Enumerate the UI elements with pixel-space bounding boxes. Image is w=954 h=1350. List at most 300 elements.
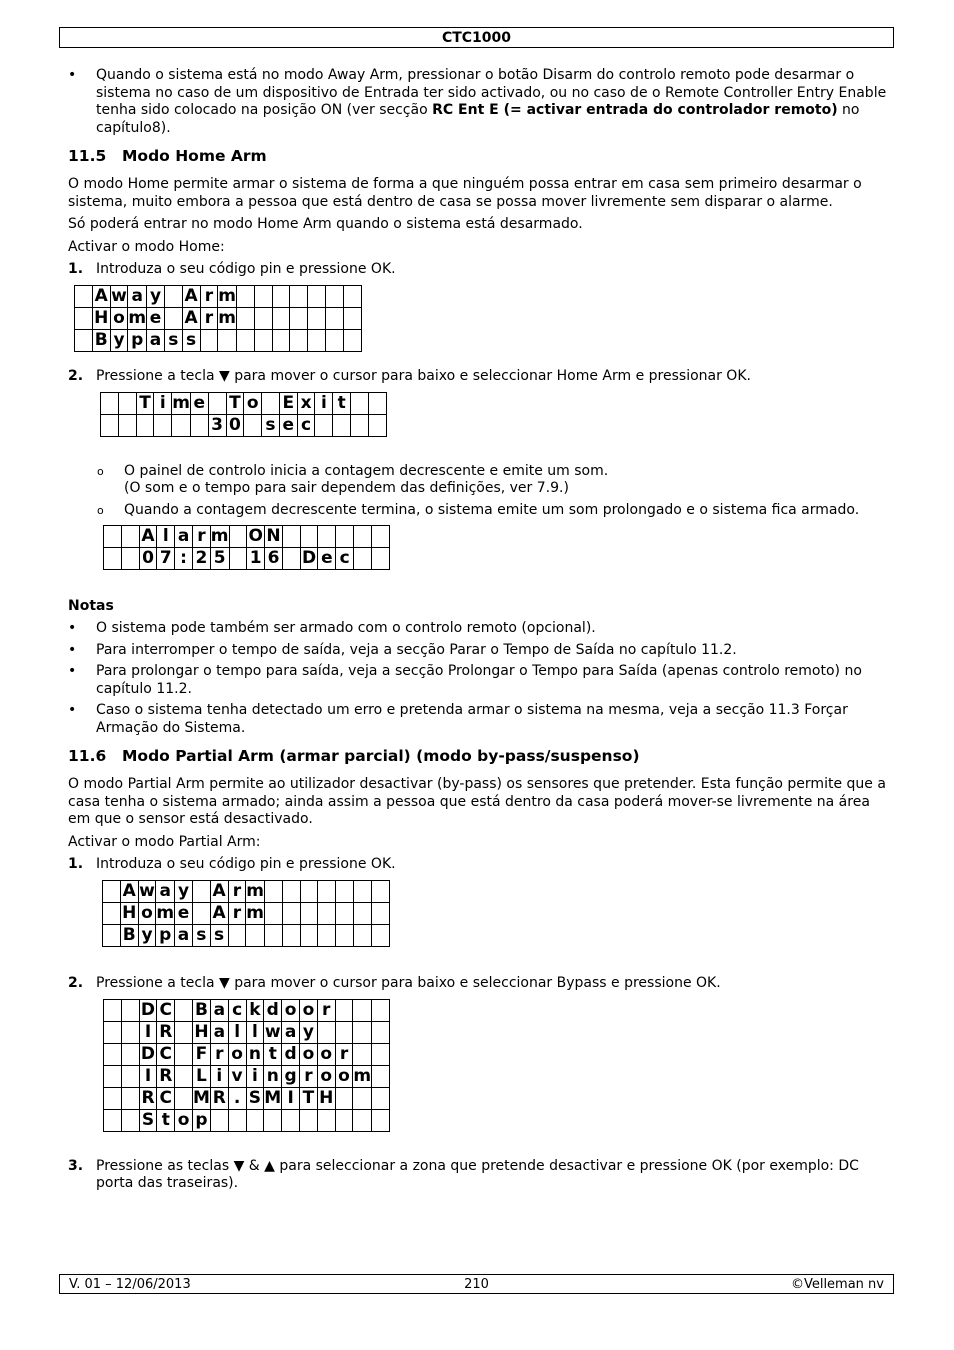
- lcd-cell: [103, 881, 121, 903]
- lcd-cell: N: [266, 526, 281, 547]
- lcd-cell: [210, 1109, 228, 1131]
- sub-list-item: [68, 502, 890, 520]
- lcd-cell: S: [246, 1087, 264, 1109]
- lcd-row: [75, 307, 362, 329]
- lcd-cell: o: [138, 903, 156, 925]
- lcd-cell: w: [264, 1021, 281, 1042]
- lcd-cell: [164, 307, 182, 329]
- lcd-cell: [333, 414, 351, 436]
- lcd-row: [104, 1109, 390, 1131]
- lcd-cell: 6: [265, 548, 283, 570]
- lcd-cell: [121, 1065, 139, 1087]
- lcd-cell: [371, 548, 389, 570]
- lcd-cell: [343, 329, 361, 351]
- lcd-cell: [229, 526, 247, 548]
- lcd-cell: [265, 925, 283, 947]
- lcd-cell: [200, 329, 218, 351]
- lcd-cell: t: [157, 1109, 175, 1131]
- lcd-cell: [308, 307, 326, 329]
- lcd-row: [104, 1043, 390, 1065]
- section-heading-11-6: [68, 748, 890, 766]
- lcd-cell: :: [175, 548, 193, 570]
- lcd-cell: o: [282, 999, 300, 1021]
- lcd-row: [104, 1065, 390, 1087]
- intro-text-before: Quando o sistema está no modo Away Arm, pressionar o botão Disarm do controlo remoto pode desarmar o sistema no caso de um dispositivo de Entrada ter sido activado, ou no caso de o Remote Controller Entry Enable tenha sido colocado na posição ON (ver secção: [96, 67, 887, 119]
- lcd-cell: H: [94, 307, 109, 328]
- lcd-cell: [317, 1109, 335, 1131]
- lcd-cell: w: [111, 285, 127, 306]
- lcd-row: [104, 526, 390, 548]
- lcd-cell: [282, 903, 300, 925]
- step-text: Introduza o seu código pin e pressione OK.: [96, 856, 396, 873]
- step-number: 1.: [68, 856, 84, 873]
- lcd-cell: [154, 414, 172, 436]
- lcd-cell: o: [317, 1043, 335, 1065]
- lcd-cell: m: [246, 903, 265, 924]
- lcd-cell: [104, 1087, 122, 1109]
- lcd-row: [104, 1021, 390, 1043]
- lcd-cell: n: [264, 1065, 282, 1087]
- intro-text-after: no capítulo8).: [96, 102, 860, 136]
- lcd-cell: [317, 1021, 335, 1043]
- lcd-cell: A: [182, 307, 200, 329]
- lcd-cell: m: [218, 307, 237, 328]
- lcd-cell: O: [248, 526, 263, 547]
- lcd-cell: [272, 307, 290, 329]
- lcd-cell: [371, 881, 389, 903]
- lcd-cell: 1: [247, 548, 265, 570]
- lcd-display-zones: [103, 999, 390, 1132]
- lcd-cell: p: [128, 329, 147, 351]
- lcd-cell: o: [175, 1109, 193, 1131]
- lcd-cell: [300, 1109, 318, 1131]
- lcd-cell: o: [317, 1065, 335, 1087]
- lcd-cell: 0: [139, 548, 157, 570]
- lcd-cell: [75, 307, 93, 329]
- lcd-cell: [326, 285, 344, 307]
- paragraph: O modo Partial Arm permite ao utilizador desactivar (by-pass) os sensores que pretender. Esta função permite que a casa tenha o sistema armado; ainda assim a pessoa que está dentro da casa poderá mover-se livremente na área em que o sensor está desactivado.: [68, 776, 886, 828]
- lcd-cell: M: [264, 1087, 282, 1108]
- intro-bold: RC Ent E (= activar entrada do controlador remoto): [432, 102, 838, 119]
- lcd-cell: p: [156, 925, 175, 947]
- lcd-cell: i: [315, 392, 333, 414]
- lcd-cell: [335, 1087, 353, 1109]
- lcd-cell: [354, 526, 372, 548]
- lcd-cell: [121, 1043, 139, 1065]
- lcd-cell: I: [282, 1087, 300, 1109]
- lcd-cell: [228, 1109, 246, 1131]
- lcd-cell: [118, 414, 136, 436]
- lcd-cell: [353, 999, 372, 1021]
- lcd-cell: [315, 414, 333, 436]
- lcd-cell: R: [157, 1021, 175, 1043]
- lcd-cell: y: [175, 881, 193, 903]
- step-item: [68, 261, 890, 279]
- lcd-cell: T: [136, 392, 154, 414]
- lcd-cell: [326, 307, 344, 329]
- lcd-row: [103, 903, 390, 925]
- section-title: Modo Partial Arm (armar parcial) (modo by-pass/suspenso): [122, 747, 640, 766]
- lcd-cell: o: [228, 1043, 246, 1065]
- lcd-cell: o: [300, 999, 318, 1021]
- lcd-cell: H: [194, 1021, 209, 1042]
- lcd-cell: [254, 329, 272, 351]
- document-title: CTC1000: [441, 30, 512, 46]
- lcd-row: [103, 925, 390, 947]
- lcd-cell: y: [110, 329, 128, 351]
- lcd-cell: R: [157, 1065, 175, 1087]
- lcd-cell: [308, 329, 326, 351]
- lcd-cell: s: [164, 329, 182, 351]
- lcd-cell: E: [279, 392, 297, 414]
- lcd-cell: [164, 285, 182, 307]
- lcd-cell: 7: [157, 548, 175, 570]
- lcd-cell: [175, 999, 193, 1021]
- lcd-cell: [290, 285, 308, 307]
- step-item: [68, 975, 890, 993]
- intro-bullet: [68, 67, 890, 137]
- lcd-cell: [104, 526, 122, 548]
- lcd-cell: o: [335, 1065, 353, 1087]
- lcd-cell: [368, 392, 386, 414]
- lcd-cell: [371, 526, 389, 548]
- section-heading-11-5: [68, 148, 890, 166]
- lcd-cell: a: [156, 881, 175, 903]
- lcd-cell: [300, 526, 318, 548]
- lcd-cell: A: [120, 881, 138, 903]
- lcd-cell: B: [120, 925, 138, 947]
- lcd-cell: t: [264, 1043, 282, 1065]
- lcd-cell: L: [192, 1065, 210, 1087]
- lcd-cell: [121, 548, 139, 570]
- lcd-cell: s: [210, 925, 228, 947]
- sub-item-text: (O som e o tempo para sair dependem das definições, ver 7.9.): [124, 480, 569, 497]
- lcd-cell: a: [175, 526, 193, 548]
- lcd-cell: [351, 392, 369, 414]
- lcd-row: [103, 881, 390, 903]
- lcd-cell: r: [192, 526, 210, 548]
- lcd-cell: [318, 881, 336, 903]
- notes-item: • Caso o sistema tenha detectado um erro e pretenda armar o sistema na mesma, veja a secção 11.3 Forçar Armação do Sistema.: [68, 702, 890, 737]
- lcd-cell: .: [228, 1087, 246, 1109]
- lcd-cell: [175, 1065, 193, 1087]
- sub-item-text: Quando a contagem decrescente termina, o sistema emite um som prolongado e o sistema fica armado.: [124, 501, 860, 518]
- notes-title: Notas: [68, 598, 114, 615]
- paragraph: O modo Home permite armar o sistema de forma a que ninguém possa entrar em casa sem primeiro desarmar o sistema, muito embora a pessoa que está dentro de casa se possa mover livremente sem disparar o alarme.: [68, 175, 862, 210]
- lcd-cell: [190, 414, 208, 436]
- sub-list-item: [68, 463, 890, 498]
- lcd-cell: I: [139, 1065, 157, 1087]
- footer-version: V. 01 – 12/06/2013: [69, 1277, 191, 1292]
- lcd-cell: [265, 903, 283, 925]
- lcd-cell: A: [139, 526, 157, 548]
- lcd-cell: l: [157, 526, 175, 548]
- lcd-cell: [290, 329, 308, 351]
- lcd-row: [104, 548, 390, 570]
- notes-item: • O sistema pode também ser armado com o controlo remoto (opcional).: [68, 620, 890, 638]
- lcd-cell: [244, 414, 262, 436]
- lcd-cell: R: [210, 1087, 228, 1109]
- lcd-cell: M: [192, 1087, 210, 1108]
- lcd-cell: [290, 307, 308, 329]
- lcd-cell: i: [246, 1065, 264, 1087]
- lcd-cell: c: [336, 548, 354, 570]
- section-title: Modo Home Arm: [122, 147, 267, 166]
- notes-item: • Para interromper o tempo de saída, veja a secção Parar o Tempo de Saída no capítulo 11.2.: [68, 642, 890, 660]
- lcd-cell: [104, 1043, 122, 1065]
- lcd-cell: [237, 329, 255, 351]
- lcd-cell: c: [297, 414, 315, 436]
- lcd-cell: p: [192, 1109, 210, 1131]
- page-header: [59, 27, 894, 48]
- lcd-cell: n: [246, 1043, 264, 1065]
- lcd-cell: B: [92, 329, 110, 351]
- lcd-cell: [343, 307, 361, 329]
- lcd-cell: [372, 999, 390, 1021]
- lcd-cell: [121, 999, 139, 1021]
- lcd-row: [104, 1087, 390, 1109]
- lcd-cell: [354, 925, 372, 947]
- lcd-cell: [265, 881, 283, 903]
- lcd-cell: a: [282, 1021, 300, 1043]
- lcd-cell: a: [128, 285, 147, 307]
- lcd-cell: [354, 903, 372, 925]
- lcd-cell: [335, 1021, 353, 1043]
- lcd-cell: y: [147, 285, 165, 307]
- lcd-cell: [371, 903, 389, 925]
- lcd-cell: c: [228, 999, 246, 1021]
- lcd-cell: [335, 1109, 353, 1131]
- lcd-cell: [353, 1087, 372, 1109]
- lcd-cell: l: [246, 1021, 264, 1043]
- lcd-cell: m: [218, 285, 237, 306]
- lcd-cell: r: [228, 881, 246, 903]
- lcd-cell: k: [246, 999, 264, 1021]
- lcd-cell: [121, 1021, 139, 1043]
- lcd-cell: i: [154, 392, 172, 414]
- sub-item-text: O painel de controlo inicia a contagem decrescente e emite um som.: [124, 462, 609, 479]
- lcd-cell: [272, 285, 290, 307]
- lcd-cell: D: [302, 548, 317, 569]
- lcd-cell: [175, 1043, 193, 1065]
- lcd-cell: [353, 1043, 372, 1065]
- lcd-cell: A: [182, 285, 200, 307]
- lcd-cell: [351, 414, 369, 436]
- lcd-cell: [192, 881, 210, 903]
- lcd-cell: [254, 285, 272, 307]
- step-item: [68, 368, 890, 386]
- paragraph: Só poderá entrar no modo Home Arm quando o sistema está desarmado.: [68, 216, 583, 233]
- lcd-cell: 0: [226, 414, 244, 436]
- lcd-display-exit-time: [100, 392, 387, 437]
- step-number: 1.: [68, 261, 84, 278]
- lcd-cell: [372, 1043, 390, 1065]
- lcd-cell: m: [210, 526, 229, 547]
- lcd-cell: [372, 1087, 390, 1109]
- lcd-cell: T: [300, 1087, 318, 1109]
- lcd-cell: [353, 1109, 372, 1131]
- lcd-cell: d: [264, 999, 282, 1021]
- section-number: 11.5: [68, 147, 107, 166]
- lcd-cell: [372, 1109, 390, 1131]
- lcd-cell: A: [92, 285, 110, 307]
- lcd-cell: [336, 526, 354, 548]
- lcd-cell: e: [318, 548, 336, 570]
- lcd-cell: [103, 903, 121, 925]
- lcd-row: [104, 999, 390, 1021]
- section-number: 11.6: [68, 747, 107, 766]
- lcd-cell: [228, 925, 246, 947]
- lcd-cell: D: [140, 999, 156, 1020]
- lcd-row: [75, 285, 362, 307]
- lcd-cell: o: [110, 307, 128, 329]
- lcd-cell: [335, 999, 353, 1021]
- lcd-cell: a: [210, 999, 228, 1021]
- lcd-cell: [103, 925, 121, 947]
- lcd-cell: [104, 999, 122, 1021]
- lcd-cell: [282, 1109, 300, 1131]
- circle-marker: o: [97, 503, 104, 517]
- lcd-cell: m: [128, 307, 147, 328]
- lcd-row: [101, 414, 387, 436]
- lcd-cell: A: [210, 903, 228, 925]
- lcd-cell: D: [140, 1043, 156, 1064]
- lcd-display-menu: [102, 880, 390, 947]
- lcd-cell: F: [192, 1043, 210, 1065]
- lcd-cell: [136, 414, 154, 436]
- lcd-cell: w: [139, 881, 155, 902]
- lcd-cell: [343, 285, 361, 307]
- lcd-cell: m: [353, 1065, 372, 1086]
- lcd-cell: r: [317, 999, 335, 1021]
- lcd-cell: [104, 548, 122, 570]
- lcd-cell: [272, 329, 290, 351]
- lcd-cell: e: [279, 414, 297, 436]
- step-text: Introduza o seu código pin e pressione OK.: [96, 261, 396, 278]
- lcd-cell: 3: [208, 414, 226, 436]
- lcd-cell: H: [122, 903, 137, 924]
- lcd-cell: a: [210, 1021, 228, 1043]
- lcd-cell: [121, 1109, 139, 1131]
- lcd-cell: 5: [210, 548, 229, 570]
- lcd-cell: [368, 414, 386, 436]
- lcd-cell: R: [139, 1087, 157, 1109]
- lcd-cell: C: [157, 1043, 175, 1065]
- step-number: 2.: [68, 975, 84, 992]
- lcd-cell: y: [138, 925, 156, 947]
- lcd-cell: [318, 526, 336, 548]
- lcd-cell: s: [262, 414, 280, 436]
- step-number: 3.: [68, 1157, 84, 1174]
- lcd-cell: [101, 414, 119, 436]
- lcd-cell: [104, 1021, 122, 1043]
- lcd-cell: r: [300, 1065, 318, 1087]
- lcd-cell: x: [297, 392, 315, 414]
- lcd-cell: [336, 881, 354, 903]
- lcd-cell: s: [192, 925, 210, 947]
- lcd-cell: C: [157, 1087, 175, 1109]
- lcd-cell: [354, 548, 372, 570]
- lcd-cell: H: [319, 1087, 334, 1108]
- paragraph: Activar o modo Home:: [68, 238, 225, 255]
- lcd-cell: [300, 925, 318, 947]
- lcd-cell: [175, 1087, 193, 1109]
- lcd-cell: y: [300, 1021, 318, 1043]
- lcd-cell: T: [226, 392, 244, 414]
- lcd-cell: i: [210, 1065, 228, 1087]
- lcd-cell: a: [147, 329, 165, 351]
- paragraph: Activar o modo Partial Arm:: [68, 833, 261, 850]
- step-text: Pressione a tecla ▼ para mover o cursor para baixo e seleccionar Bypass e pressione OK.: [96, 975, 721, 992]
- lcd-cell: e: [190, 392, 208, 414]
- lcd-cell: o: [300, 1043, 318, 1065]
- lcd-cell: [326, 329, 344, 351]
- lcd-cell: m: [246, 881, 265, 902]
- lcd-cell: m: [156, 903, 175, 924]
- step-item: [68, 1158, 890, 1193]
- lcd-cell: [282, 881, 300, 903]
- lcd-display-alarm-on: [103, 525, 390, 570]
- lcd-cell: [282, 548, 300, 570]
- step-item: [68, 856, 890, 874]
- lcd-cell: o: [244, 392, 262, 414]
- lcd-cell: [237, 285, 255, 307]
- lcd-cell: B: [192, 999, 210, 1021]
- lcd-cell: [246, 925, 265, 947]
- footer-copyright: ©Velleman nv: [790, 1277, 884, 1292]
- lcd-cell: [336, 925, 354, 947]
- page-footer: [59, 1274, 894, 1294]
- lcd-cell: [75, 329, 93, 351]
- lcd-cell: [300, 903, 318, 925]
- lcd-cell: [282, 526, 300, 548]
- circle-marker: o: [97, 464, 104, 478]
- lcd-cell: [300, 881, 318, 903]
- lcd-cell: [208, 392, 226, 414]
- lcd-cell: [172, 414, 191, 436]
- lcd-cell: [262, 392, 280, 414]
- lcd-cell: [121, 526, 139, 548]
- lcd-cell: [104, 1109, 122, 1131]
- lcd-cell: e: [147, 307, 165, 329]
- lcd-cell: d: [282, 1043, 300, 1065]
- lcd-cell: m: [172, 392, 190, 413]
- lcd-cell: [371, 925, 389, 947]
- lcd-cell: [282, 925, 300, 947]
- lcd-cell: g: [282, 1065, 300, 1087]
- lcd-cell: [192, 903, 210, 925]
- lcd-cell: [264, 1109, 282, 1131]
- lcd-cell: [336, 903, 354, 925]
- lcd-cell: C: [157, 999, 175, 1021]
- lcd-cell: [353, 1021, 372, 1043]
- lcd-cell: A: [210, 881, 228, 903]
- lcd-cell: [318, 925, 336, 947]
- lcd-cell: [354, 881, 372, 903]
- step-text: Pressione as teclas ▼ & ▲ para seleccionar a zona que pretende desactivar e pressione OK (por exemplo: DC porta das traseiras).: [96, 1157, 859, 1192]
- lcd-cell: t: [333, 392, 351, 414]
- step-number: 2.: [68, 367, 84, 384]
- lcd-cell: [237, 307, 255, 329]
- lcd-display-menu: [74, 285, 362, 352]
- lcd-cell: [246, 1109, 264, 1131]
- lcd-cell: [229, 548, 247, 570]
- lcd-cell: 2: [192, 548, 210, 570]
- footer-page-number: 210: [464, 1277, 489, 1292]
- lcd-cell: [308, 285, 326, 307]
- lcd-cell: [104, 1065, 122, 1087]
- lcd-cell: r: [228, 903, 246, 925]
